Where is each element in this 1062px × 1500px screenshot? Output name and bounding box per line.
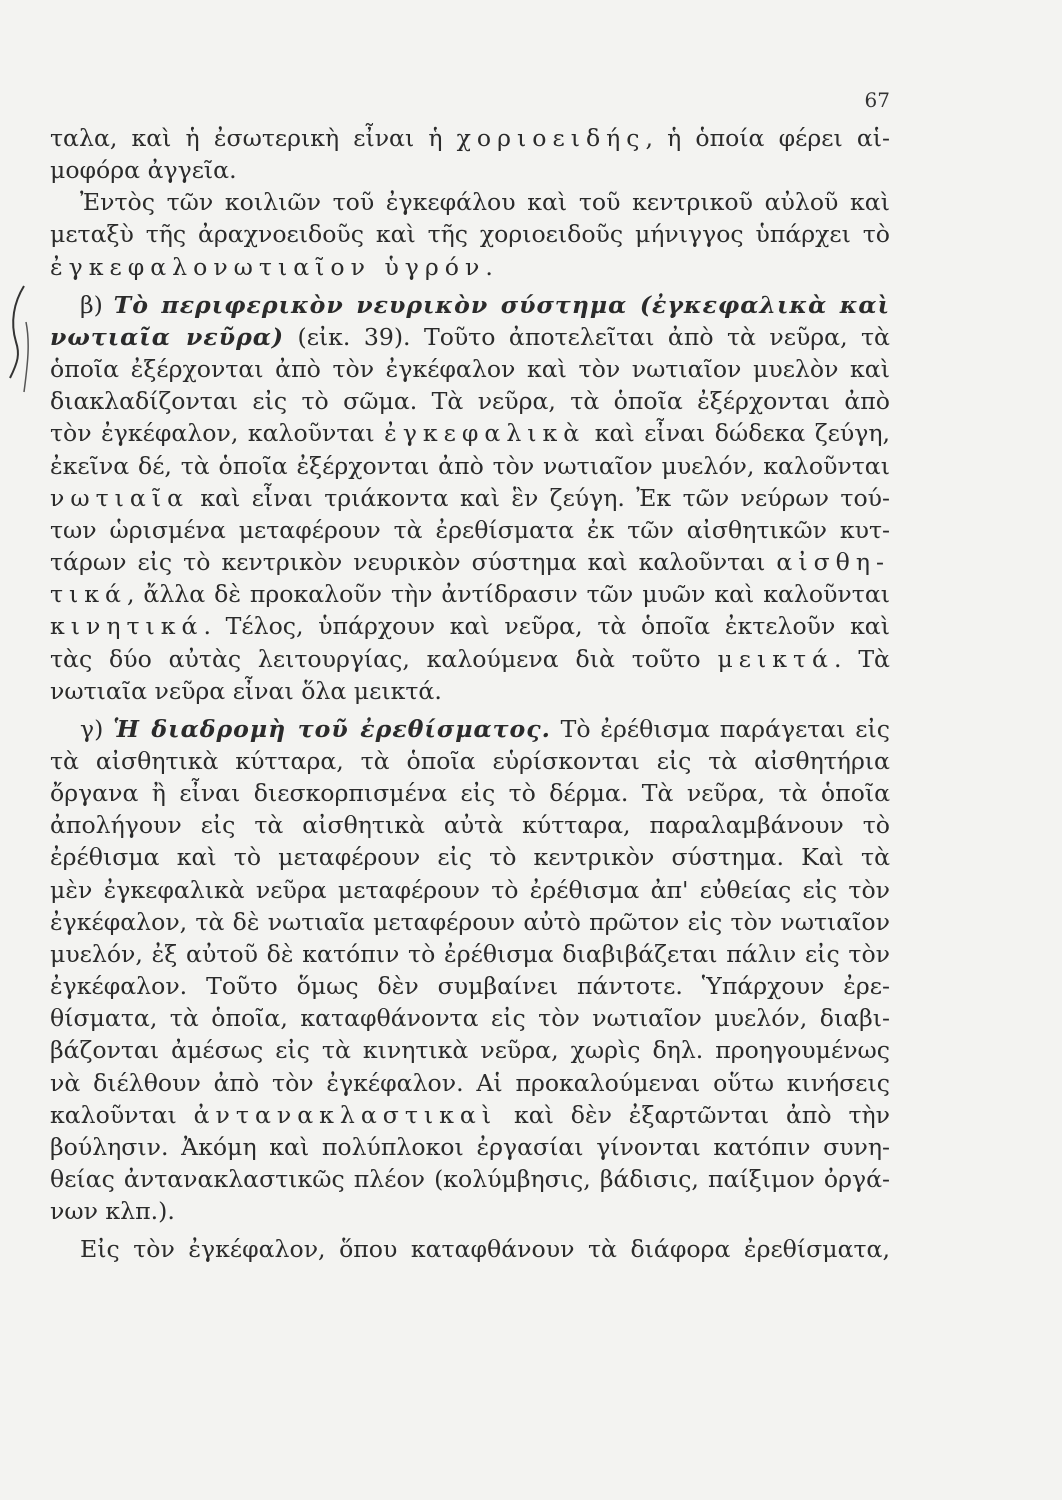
- text-line: θείας ἀντανακλαστικῶς πλέον (κολύμβησις, βάδισις, παίξιμον ὀργά-: [50, 1165, 890, 1193]
- text-line: μὲν ἐγκεφαλικὰ νεῦρα μεταφέρουν τὸ ἐρέθισμα ἀπ' εὐθείας εἰς τὸν: [50, 875, 890, 904]
- text-line: τάρων εἰς τὸ κεντρικὸν νευρικὸν σύστημα καὶ καλοῦνται αἰσθη-: [50, 548, 890, 577]
- text-line: ἐγκεφαλονωτιαῖον ὑγρόν.: [50, 252, 499, 281]
- page-number: 67: [864, 88, 890, 112]
- text-line: θίσματα, τὰ ὁποῖα, καταφθάνοντα εἰς τὸν νωτιαῖον μυελόν, διαβι-: [50, 1004, 890, 1033]
- text-line: ἐγκέφαλον. Τοῦτο ὅμως δὲν συμβαίνει πάντοτε. Ὑπάρχουν ἐρε-: [50, 972, 890, 1001]
- text-line: ταλα, καὶ ἡ ἐσωτερικὴ εἶναι ἡ χοριοειδής, ἡ ὁποία φέρει αἱ-: [50, 124, 890, 152]
- text-line: ὁποῖα ἐξέρχονται ἀπὸ τὸν ἐγκέφαλον καὶ τὸν νωτιαῖον μυελὸν καὶ: [50, 355, 890, 384]
- text-line: τὸν ἐγκέφαλον, καλοῦνται ἐγκεφαλικὰ καὶ εἶναι δώδεκα ζεύγη,: [50, 419, 890, 448]
- text-line: ὄργανα ἢ εἶναι διεσκορπισμένα εἰς τὸ δέρμα. Τὰ νεῦρα, τὰ ὁποῖα: [50, 779, 890, 808]
- text-line: διακλαδίζονται εἰς τὸ σῶμα. Τὰ νεῦρα, τὰ ὁποῖα ἐξέρχονται ἀπὸ: [50, 387, 890, 416]
- text-line: τὰς δύο αὐτὰς λειτουργίας, καλούμενα διὰ τοῦτο μεικτά. Τὰ: [50, 644, 890, 673]
- text-line: ἀπολήγουν εἰς τὰ αἰσθητικὰ αὐτὰ κύτταρα, παραλαμβάνουν τὸ: [50, 811, 890, 840]
- text-line: τικά, ἄλλα δὲ προκαλοῦν τὴν ἀντίδρασιν τῶν μυῶν καὶ καλοῦνται: [50, 580, 890, 609]
- text-line: μυελόν, ἐξ αὐτοῦ δὲ κατόπιν τὸ ἐρέθισμα διαβιβάζεται πάλιν εἰς τὸν: [50, 939, 890, 968]
- section-heading-line: γ) Ἡ διαδρομὴ τοῦ ἐρεθίσματος. Τὸ ἐρέθισμα παράγεται εἰς: [80, 714, 890, 743]
- text-line: Εἰς τὸν ἐγκέφαλον, ὅπου καταφθάνουν τὰ διάφορα ἐρεθίσματα,: [80, 1235, 890, 1264]
- section-heading-line: β) Τὸ περιφερικὸν νευρικὸν σύστημα (ἐγκεφαλικὰ καὶ: [80, 290, 890, 319]
- text-line: ἐκεῖνα δέ, τὰ ὁποῖα ἐξέρχονται ἀπὸ τὸν νωτιαῖον μυελόν, καλοῦνται: [50, 451, 890, 480]
- text-line: μοφόρα ἀγγεῖα.: [50, 156, 237, 185]
- text-line: νὰ διέλθουν ἀπὸ τὸν ἐγκέφαλον. Αἱ προκαλούμεναι οὕτω κινήσεις: [50, 1068, 890, 1097]
- text-line: μεταξὺ τῆς ἀραχνοειδοῦς καὶ τῆς χοριοειδοῦς μήνιγγος ὑπάρχει τὸ: [50, 220, 890, 249]
- text-line: των ὡρισμένα μεταφέρουν τὰ ἐρεθίσματα ἐκ τῶν αἰσθητικῶν κυτ-: [50, 515, 890, 544]
- text-line: νωτιαῖα νεῦρα εἶναι ὅλα μεικτά.: [50, 676, 442, 705]
- text-line: νων κλπ.).: [50, 1197, 175, 1226]
- text-line: νωτιαῖα καὶ εἶναι τριάκοντα καὶ ἓν ζεύγη. Ἐκ τῶν νεύρων τού-: [50, 483, 890, 512]
- text-line: κινητικά. Τέλος, ὑπάρχουν καὶ νεῦρα, τὰ ὁποῖα ἐκτελοῦν καὶ: [50, 612, 890, 641]
- body-text: [50, 122, 890, 1265]
- text-line: ἐρέθισμα καὶ τὸ μεταφέρουν εἰς τὸ κεντρικὸν σύστημα. Καὶ τὰ: [50, 843, 890, 872]
- text-line: βάζονται ἀμέσως εἰς τὰ κινητικὰ νεῦρα, χωρὶς δηλ. προηγουμένως: [50, 1036, 890, 1065]
- text-line: καλοῦνται ἀντανακλαστικαὶ καὶ δὲν ἐξαρτῶνται ἀπὸ τὴν: [50, 1100, 890, 1129]
- text-line: Ἐντὸς τῶν κοιλιῶν τοῦ ἐγκεφάλου καὶ τοῦ κεντρικοῦ αὐλοῦ καὶ: [80, 188, 890, 217]
- margin-pencil-mark: [6, 282, 36, 402]
- text-line: τὰ αἰσθητικὰ κύτταρα, τὰ ὁποῖα εὑρίσκονται εἰς τὰ αἰσθητήρια: [50, 746, 890, 775]
- text-line: ἐγκέφαλον, τὰ δὲ νωτιαῖα μεταφέρουν αὐτὸ πρῶτον εἰς τὸν νωτιαῖον: [50, 907, 890, 936]
- text-line: νωτιαῖα νεῦρα) (εἰκ. 39). Τοῦτο ἀποτελεῖται ἀπὸ τὰ νεῦρα, τὰ: [50, 322, 890, 351]
- text-line: βούλησιν. Ἀκόμη καὶ πολύπλοκοι ἐργασίαι γίνονται κατόπιν συνη-: [50, 1132, 890, 1161]
